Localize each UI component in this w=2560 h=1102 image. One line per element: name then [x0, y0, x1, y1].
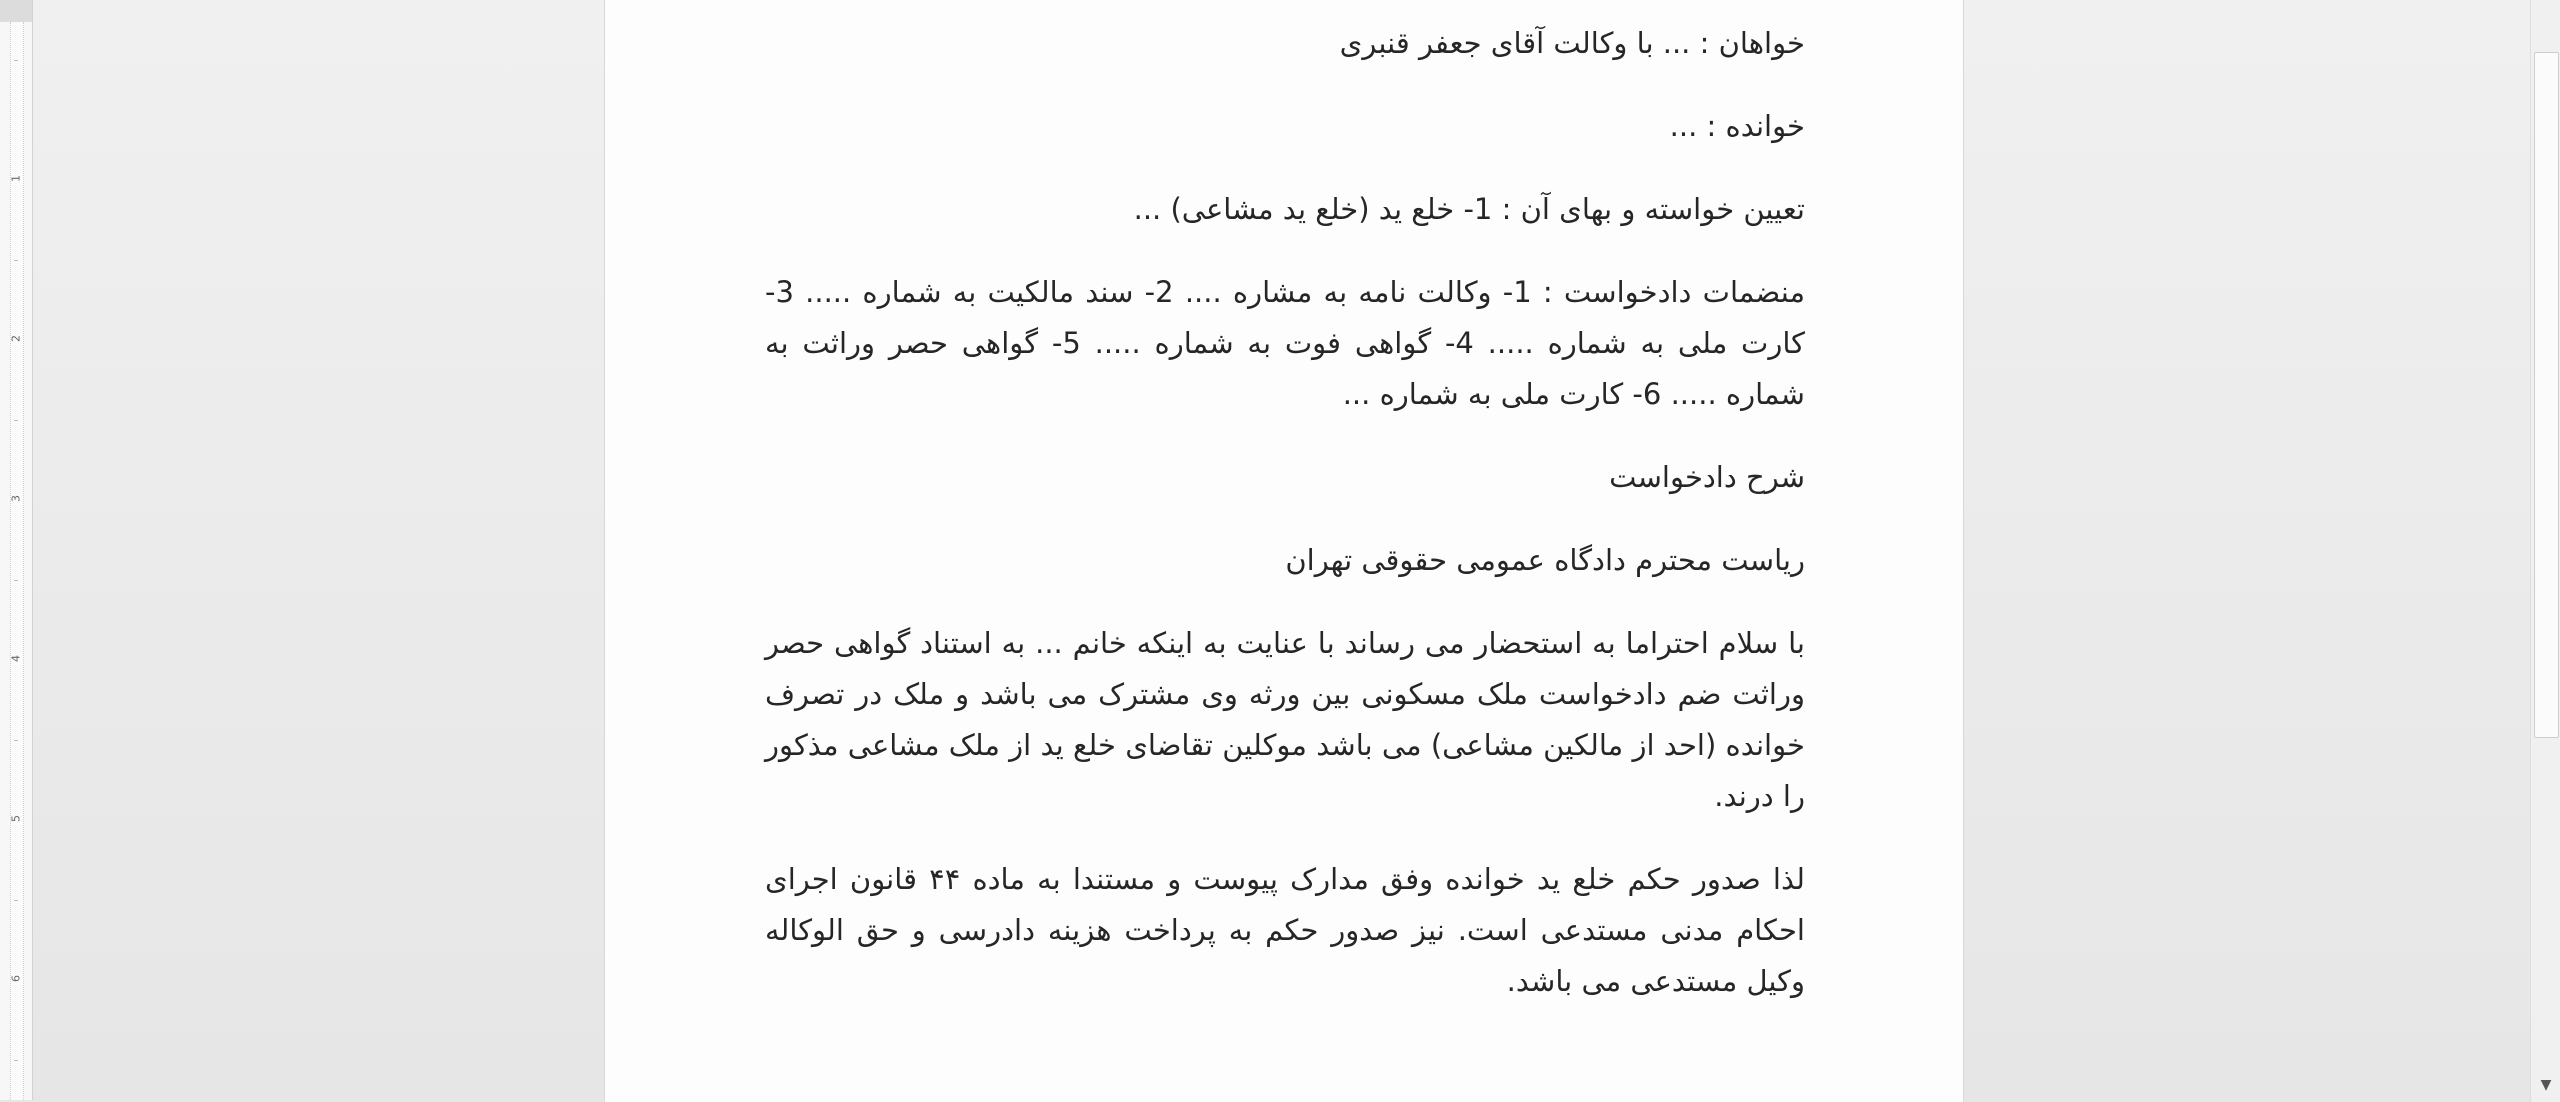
ruler-tick — [14, 260, 18, 261]
vertical-scrollbar[interactable] — [2530, 0, 2560, 1102]
addressee-line: ریاست محترم دادگاه عمومی حقوقی تهران — [1285, 543, 1805, 577]
ruler-number: 2 — [9, 335, 23, 342]
ruler-number: 5 — [9, 815, 23, 822]
ruler-number: 3 — [9, 495, 23, 502]
attachments-paragraph: منضمات دادخواست : 1- وکالت نامه به مشاره .... 2- سند مالکیت به شماره ..... 3- کارت ملی به شماره ..... 4- گواهی فوت به شماره ..... 5- گواهی حصر وراثت به شماره ..... 6- کارت ملی به شماره ... — [765, 275, 1805, 411]
ruler-tick — [14, 900, 18, 901]
document-page[interactable] — [604, 0, 1964, 1102]
plaintiff-line: خواهان : ... با وکالت آقای جعفر قنبری — [1339, 26, 1805, 60]
scrollbar-thumb[interactable] — [2534, 52, 2559, 738]
request-paragraph: لذا صدور حکم خلع ید خوانده وفق مدارک پیوست و مستندا به ماده ۴۴ قانون اجرای احکام مدنی مستدعی است. نیز صدور حکم به پرداخت هزینه دادرسی و حق الوکاله وکیل مستدعی می باشد. — [765, 862, 1805, 998]
ruler-tick — [14, 420, 18, 421]
petition-body-paragraph: با سلام احتراما به استحضار می رساند با عنایت به اینکه خانم ... به استناد گواهی حصر وراثت ضم دادخواست ملک مسکونی بین ورثه وی مشترک می باشد و ملک در تصرف خوانده (احد از مالکین مشاعی) می باشد موکلین تقاضای خلع ید از ملک مشاعی مذکور را درند. — [765, 626, 1805, 813]
ruler-number: 4 — [9, 655, 23, 662]
document-body[interactable] — [765, 18, 1805, 1039]
ruler-margin-marker — [0, 0, 32, 22]
scroll-down-arrow-icon[interactable]: ▼ — [2540, 1077, 2552, 1093]
ruler-tick — [14, 1060, 18, 1061]
ruler-tick — [14, 580, 18, 581]
ruler-number: 1 — [9, 175, 23, 182]
vertical-ruler — [0, 0, 33, 1100]
petition-heading: شرح دادخواست — [1609, 460, 1805, 494]
ruler-tick — [14, 740, 18, 741]
ruler-tick — [14, 60, 18, 61]
defendant-line: خوانده : ... — [1669, 109, 1805, 143]
claim-line: تعیین خواسته و بهای آن : 1- خلع ید (خلع ید مشاعی) ... — [1133, 192, 1805, 226]
ruler-number: 6 — [9, 975, 23, 982]
